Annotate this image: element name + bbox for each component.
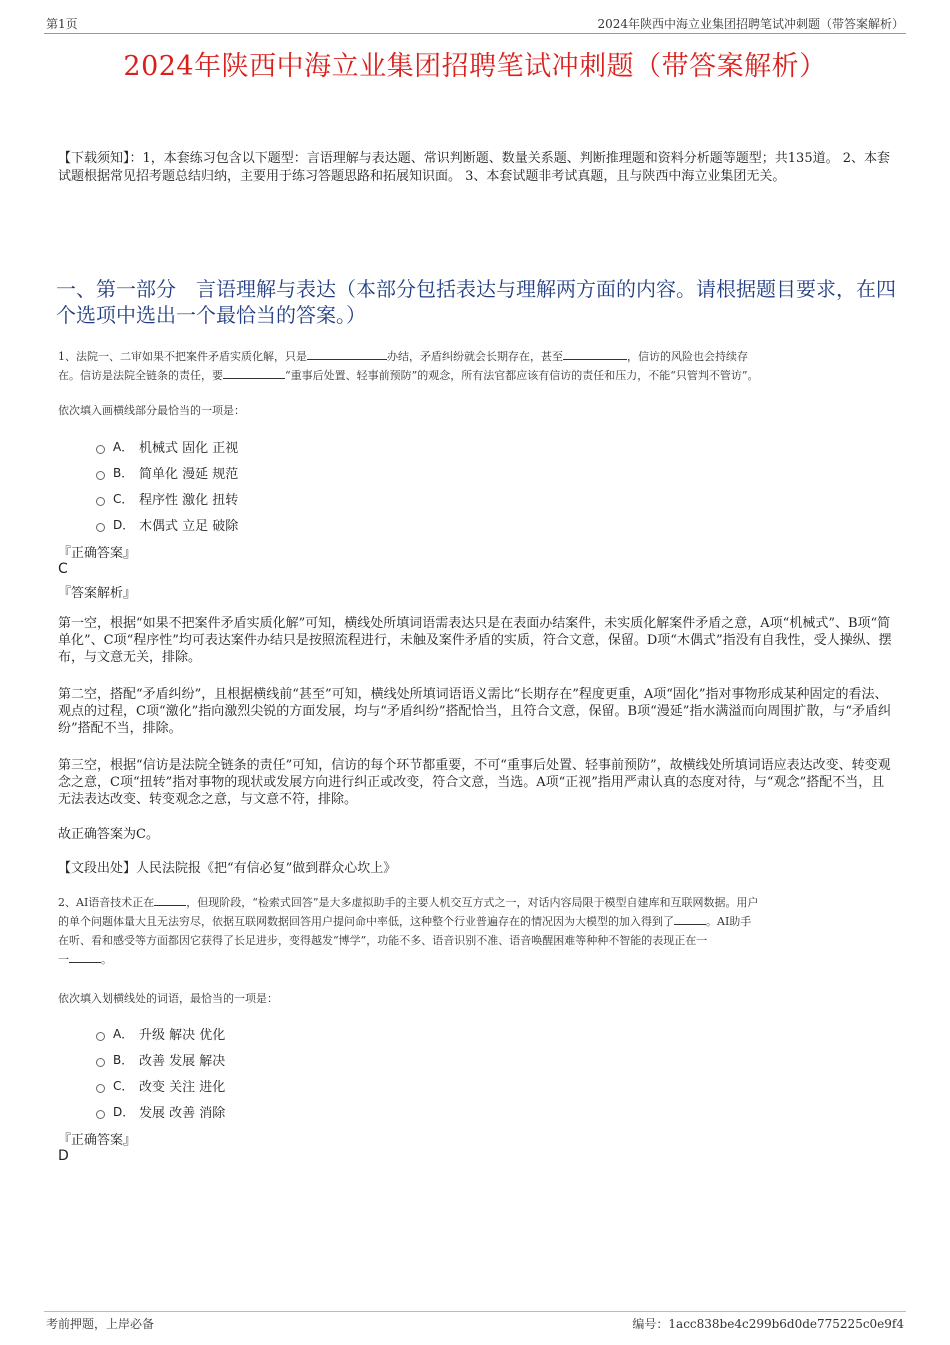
- answer-blank: [307, 349, 387, 360]
- option-d[interactable]: D． 发展 改善 消除: [96, 1101, 225, 1121]
- question-1-hint: 依次填入画横线部分最恰当的一项是：: [58, 404, 245, 417]
- section-heading: 一、第一部分 言语理解与表达（本部分包括表达与理解两方面的内容。请根据题目要求，在四个选项中选出一个最恰当的答案。）: [56, 277, 896, 327]
- question-1-line-1: 1、法院一、二审如果不把案件矛盾实质化解，只是 办结，矛盾纠纷就会长期存在，甚至 ，信访的风险也会持续存: [58, 350, 748, 363]
- analysis-paragraph-3: 第三空，根据“信访是法院全链条的责任”可知，信访的每个环节都重要，不可“重事后处置、轻事前预防”，故横线处所填词语应表达改变、转变观念之意，C项“扭转”指对事物的现状或发展方向进行纠正或改变，符合文意，当选。A项“正视”指用严肃认真的态度对待，与“观念”搭配不当，且无法表达改变、转变观念之意，与文意不符，排除。: [58, 758, 891, 807]
- radio-icon[interactable]: [96, 523, 105, 532]
- passage-source: 【文段出处】人民法院报《把“有信必复”做到群众心坎上》: [58, 861, 397, 876]
- question-2-line-3: 在听、看和感受等方面都因它获得了长足进步，变得越发“博学”，功能不多、语音识别不准、语音唤醒困难等种种不智能的表现正在一: [58, 934, 708, 947]
- question-2-line-2: 的单个问题体量大且无法穷尽，依据互联网数据回答用户提问命中率低，这种整个行业普遍存在的情况因为大模型的加入得到了 。AI助手: [58, 915, 752, 928]
- correct-answer-label: 『正确答案』: [58, 1133, 137, 1148]
- download-notice: 【下载须知】：1，本套练习包含以下题型：言语理解与表达题、常识判断题、数量关系题、判断推理题和资料分析题等题型；共135道。 2、本套试题根据常见招考题总结归纳，主要用于练习答题思路和拓展知识面。 3、本套试题非考试真题，且与陕西中海立业集团无关。: [58, 151, 890, 184]
- answer-blank: [154, 895, 186, 906]
- option-c[interactable]: C． 改变 关注 进化: [96, 1075, 225, 1095]
- page-number: 第1页: [46, 17, 78, 31]
- radio-icon[interactable]: [96, 497, 105, 506]
- radio-icon[interactable]: [96, 1084, 105, 1093]
- correct-answer: D: [58, 1148, 69, 1164]
- analysis-paragraph-2: 第二空，搭配“矛盾纠纷”，且根据横线前“甚至”可知，横线处所填词语语义需比“长期存在”程度更重，A项“固化”指对事物形成某种固定的看法、观点的过程，C项“激化”指向激烈尖锐的方面发展，均与“矛盾纠纷”搭配恰当，且符合文意，保留。B项“漫延”指水满溢而向周围扩散，与“矛盾纠纷”搭配不当，排除。: [58, 687, 892, 736]
- question-1: [58, 347, 898, 385]
- header-divider: [44, 33, 906, 34]
- option-b[interactable]: B． 简单化 漫延 规范: [96, 462, 238, 482]
- option-d[interactable]: D． 木偶式 立足 破除: [96, 514, 238, 534]
- footer-slogan: 考前押题，上岸必备: [46, 1317, 155, 1331]
- question-1-options: [96, 436, 238, 534]
- header-doc-title: 2024年陕西中海立业集团招聘笔试冲刺题（带答案解析）: [597, 17, 904, 31]
- question-2-line-4: 一 。: [58, 953, 112, 966]
- footer-divider: [44, 1311, 906, 1312]
- question-2-options: [96, 1023, 225, 1121]
- question-2-line-1: 2、AI语音技术正在 ，但现阶段，“检索式回答”是大多虚拟助手的主要人机交互方式之一，对话内容局限于模型自建库和互联网数据。用户: [58, 896, 759, 909]
- radio-icon[interactable]: [96, 1058, 105, 1067]
- footer-doc-id: 编号：1acc838be4c299b6d0de775225c0e9f4: [632, 1317, 904, 1331]
- radio-icon[interactable]: [96, 1032, 105, 1041]
- radio-icon[interactable]: [96, 445, 105, 454]
- analysis-paragraph-1: 第一空，根据“如果不把案件矛盾实质化解”可知，横线处所填词语需表达只是在表面办结案件，未实质化解案件矛盾之意，A项“机械式”、B项“简单化”、C项“程序性”均可表达案件办结只是按照流程进行，未触及案件矛盾的实质，符合文意，保留。D项“木偶式”指没有自我性，受人操纵、摆布，与文意无关，排除。: [58, 616, 892, 665]
- option-a[interactable]: A． 升级 解决 优化: [96, 1023, 225, 1043]
- radio-icon[interactable]: [96, 471, 105, 480]
- question-2: [58, 893, 898, 969]
- correct-answer-label: 『正确答案』: [58, 546, 137, 561]
- option-b[interactable]: B． 改善 发展 解决: [96, 1049, 225, 1069]
- option-c[interactable]: C． 程序性 激化 扭转: [96, 488, 238, 508]
- question-2-hint: 依次填入划横线处的词语，最恰当的一项是：: [58, 992, 278, 1005]
- analysis-label: 『答案解析』: [58, 586, 137, 601]
- answer-blank: [563, 349, 627, 360]
- question-1-line-2: 在。信访是法院全链条的责任，要 “重事后处置、轻事前预防”的观念，所有法官都应该有信访的责任和压力，不能“只管判不管访”。: [58, 369, 759, 382]
- correct-answer: C: [58, 561, 68, 577]
- analysis-conclusion: 故正确答案为C。: [58, 827, 159, 842]
- radio-icon[interactable]: [96, 1110, 105, 1119]
- answer-blank: [69, 952, 101, 963]
- answer-blank: [674, 914, 706, 925]
- option-a[interactable]: A． 机械式 固化 正视: [96, 436, 238, 456]
- answer-blank: [223, 368, 285, 379]
- page-title: 2024年陕西中海立业集团招聘笔试冲刺题（带答案解析）: [123, 51, 827, 82]
